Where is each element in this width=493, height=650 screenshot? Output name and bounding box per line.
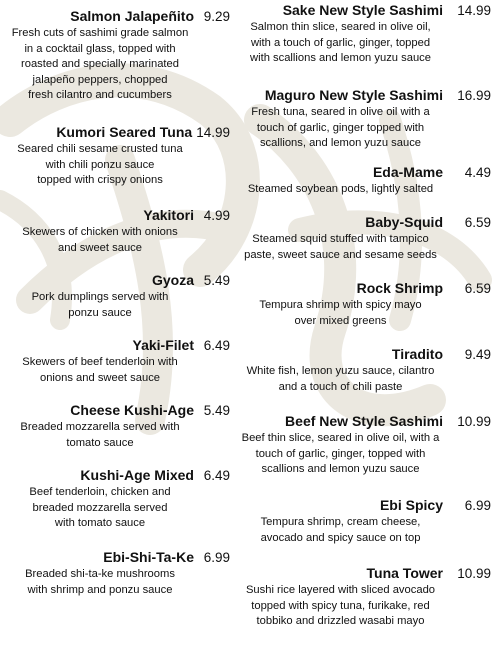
desc-line: Beef thin slice, seared in olive oil, with a <box>241 432 440 444</box>
desc-line: breaded mozzarella served <box>32 501 168 514</box>
item-price: 6.49 <box>203 468 230 483</box>
item-price: 6.59 <box>464 215 491 230</box>
menu-item <box>0 124 230 189</box>
desc-line: Seared chili sesame crusted tuna <box>17 143 183 155</box>
menu-item <box>236 346 491 395</box>
menu-item <box>236 214 491 263</box>
item-name: Yakitori <box>143 207 194 223</box>
desc-line: touch of garlic, ginger, topped with <box>255 447 426 460</box>
item-price: 5.49 <box>203 403 230 418</box>
item-name: Beef New Style Sashimi <box>285 413 443 429</box>
menu-item <box>236 280 491 329</box>
item-name: Kumori Seared Tuna <box>56 124 193 140</box>
menu-item <box>0 272 230 321</box>
item-description <box>0 225 230 256</box>
desc-line: in a cocktail glass, topped with <box>24 42 176 55</box>
item-name: Tuna Tower <box>366 565 443 581</box>
item-price: 14.99 <box>196 125 230 140</box>
item-description <box>0 567 230 598</box>
item-price: 14.99 <box>457 3 491 18</box>
item-name: Yaki-Filet <box>132 337 194 353</box>
desc-line: Skewers of beef tenderloin with <box>22 356 178 368</box>
item-name: Tiradito <box>391 346 443 362</box>
menu-item <box>0 207 230 256</box>
item-name: Kushi-Age Mixed <box>80 467 194 483</box>
item-description <box>0 290 230 321</box>
item-description <box>0 355 230 386</box>
desc-line: avocado and spicy sauce on top <box>260 531 421 544</box>
item-description <box>236 364 491 395</box>
item-price: 6.49 <box>203 338 230 353</box>
item-name: Rock Shrimp <box>356 280 443 296</box>
item-description <box>0 142 230 189</box>
menu-item <box>0 337 230 386</box>
desc-line: Pork dumplings served with <box>31 291 169 303</box>
desc-line: topped with spicy tuna, furikake, red <box>251 599 430 612</box>
item-description <box>0 420 230 451</box>
item-name: Gyoza <box>151 272 194 288</box>
desc-line: and sweet sauce <box>58 241 142 254</box>
desc-line: scallions, and lemon yuzu sauce <box>259 137 422 149</box>
desc-line: ponzu sauce <box>68 306 132 319</box>
desc-line: topped with crispy onions <box>37 174 163 186</box>
desc-line: tobbiko and drizzled wasabi mayo <box>256 615 425 627</box>
menu-item <box>236 87 491 152</box>
item-description <box>236 431 491 478</box>
desc-line: with chili ponzu sauce <box>45 158 155 171</box>
menu-item <box>0 402 230 451</box>
item-price: 10.99 <box>457 414 491 429</box>
item-name: Eda-Mame <box>372 164 443 180</box>
desc-line: scallions and lemon yuzu sauce <box>261 463 420 475</box>
item-name: Maguro New Style Sashimi <box>264 87 443 103</box>
menu-item <box>236 565 491 630</box>
desc-line: fresh cilantro and cucumbers <box>28 89 172 101</box>
item-price: 10.99 <box>457 566 491 581</box>
item-price: 4.49 <box>464 165 491 180</box>
item-description <box>0 485 230 532</box>
item-price: 4.99 <box>203 208 230 223</box>
desc-line: and a touch of chili paste <box>278 380 403 393</box>
item-name: Cheese Kushi-Age <box>70 402 194 418</box>
desc-line: Salmon thin slice, seared in olive oil, <box>250 21 431 33</box>
desc-line: Fresh tuna, seared in olive oil with a <box>251 106 430 118</box>
menu-item <box>0 467 230 532</box>
desc-line: over mixed greens <box>294 314 387 327</box>
item-name: Ebi-Shi-Ta-Ke <box>103 549 194 565</box>
desc-line: paste, sweet sauce and sesame seeds <box>244 248 437 261</box>
desc-line: roasted and specially marinated <box>21 58 179 70</box>
desc-line: Tempura shrimp, cream cheese, <box>260 516 421 528</box>
desc-line: with shrimp and ponzu sauce <box>27 583 173 596</box>
menu-item <box>236 2 491 67</box>
desc-line: Tempura shrimp with spicy mayo <box>259 299 422 311</box>
item-description <box>236 298 491 329</box>
item-description <box>236 583 491 630</box>
desc-line: Fresh cuts of sashimi grade salmon <box>11 27 189 39</box>
item-description <box>236 515 491 546</box>
item-description <box>236 232 491 263</box>
desc-line: Beef tenderloin, chicken and <box>29 486 171 498</box>
desc-line: Skewers of chicken with onions <box>22 226 178 238</box>
item-description <box>236 105 491 152</box>
menu-item <box>0 8 230 104</box>
item-name: Baby-Squid <box>365 214 443 230</box>
item-price: 9.49 <box>464 347 491 362</box>
menu-item <box>236 497 491 546</box>
desc-line: Breaded shi-ta-ke mushrooms <box>25 568 175 580</box>
item-price: 5.49 <box>203 273 230 288</box>
desc-line: onions and sweet sauce <box>39 371 161 384</box>
item-price: 6.99 <box>464 498 491 513</box>
item-description <box>236 182 491 198</box>
item-price: 6.59 <box>464 281 491 296</box>
desc-line: tomato sauce <box>66 436 134 449</box>
desc-line: with tomato sauce <box>54 517 146 529</box>
item-price: 9.29 <box>203 9 230 24</box>
menu-item <box>236 164 491 198</box>
menu-item <box>236 413 491 478</box>
menu-item <box>0 549 230 598</box>
item-price: 16.99 <box>457 88 491 103</box>
desc-line: with a touch of garlic, ginger, topped <box>250 36 431 49</box>
desc-line: jalapeño peppers, chopped <box>32 73 168 86</box>
item-description <box>236 20 491 67</box>
desc-line: Sushi rice layered with sliced avocado <box>245 584 436 596</box>
desc-line: Steamed soybean pods, lightly salted <box>247 183 434 195</box>
desc-line: Breaded mozzarella served with <box>20 421 180 433</box>
desc-line: with scallions and lemon yuzu sauce <box>250 52 431 64</box>
item-name: Sake New Style Sashimi <box>282 2 443 18</box>
item-price: 6.99 <box>203 550 230 565</box>
item-description <box>0 26 230 104</box>
desc-line: touch of garlic, ginger topped with <box>256 121 425 134</box>
desc-line: White fish, lemon yuzu sauce, cilantro <box>246 365 435 377</box>
item-name: Ebi Spicy <box>379 497 443 513</box>
desc-line: Steamed squid stuffed with tampico <box>252 233 429 245</box>
item-name: Salmon Jalapeñito <box>70 8 194 24</box>
